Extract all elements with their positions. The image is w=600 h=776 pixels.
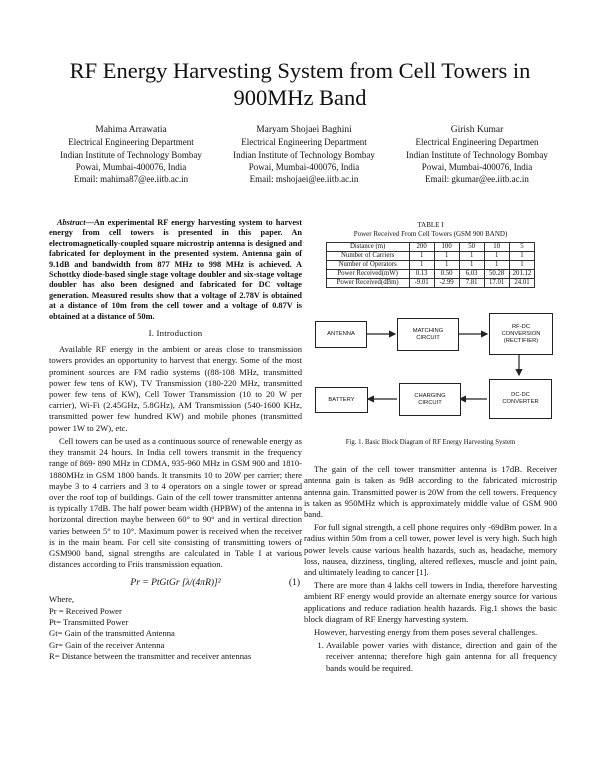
definitions-list bbox=[49, 594, 302, 662]
table-cell: 5 bbox=[509, 243, 535, 252]
abstract bbox=[49, 218, 302, 322]
table-label: TABLE I bbox=[417, 221, 444, 229]
table-cell: 1 bbox=[434, 261, 459, 270]
block-label: CONVERSION bbox=[501, 330, 541, 337]
block-label: CIRCUIT bbox=[418, 399, 442, 406]
charging-circuit-block bbox=[399, 383, 461, 416]
row-header: Power Received(mW) bbox=[326, 270, 409, 279]
table-cell: 201.12 bbox=[509, 270, 535, 279]
table-cell: 1 bbox=[509, 252, 535, 261]
table-row bbox=[326, 279, 535, 288]
definition: Pt= Transmitted Power bbox=[49, 616, 129, 627]
abstract-label: Abstract bbox=[57, 218, 86, 227]
table-cell: 1 bbox=[459, 252, 484, 261]
table-row bbox=[326, 243, 535, 252]
table-cell: 10 bbox=[484, 243, 509, 252]
row-header: Distance (m) bbox=[326, 243, 409, 252]
author-email: Email: mahima87@ee.iitb.ac.in bbox=[73, 174, 189, 185]
author-inst: Indian Institute of Technology Bombay bbox=[233, 149, 375, 160]
table-cell: 1 bbox=[484, 261, 509, 270]
figure-caption: Fig. 1. Basic Block Diagram of RF Energy Harvesting System bbox=[345, 439, 516, 446]
paragraph: However, harvesting energy from them poses several challenges. bbox=[314, 627, 538, 638]
paragraph: Cell towers can be used as a continuous source of renewable energy as they transmit 24 hours. In India cell towers transmit in the frequency range of 869- 890 MHz in CDMA, 935-960 MHz in GSM 900 and 1810-1880MHz in GSM 1800 bands. It transmits 10 to 20W per carrier; there maybe 3 to 4 carriers and 3 to 4 operators on a single tower or spread over the roof top of buildings. Gain of the cell tower transmitter antenna is typically 17dB. The half power beam width (HPBW) of the antenna in horizontal direction maybe between 60° to 90° and in vertical direction varies between 5° to 10°. Maximum power is received when the receiver is in the main beam. For cell site consisting of transmitting towers of GSM900 band, signal strengths are calculated in Table I at various distances according to Friis transmission equation. bbox=[49, 435, 302, 570]
table-cell: 17.01 bbox=[484, 279, 509, 288]
table-row bbox=[326, 270, 535, 279]
abstract-text: —An experimental RF energy harvesting system to harvest energy from cell towers is presented in this paper. An electromagnetically-coupled square microstrip antenna is designed and fabricated for deployment in the presented system. Antenna gain of 9.1dB and bandwidth from 877 MHz to 998 MHz is achieved. A Schottky diode-based single stage voltage doubler and six-stage voltage doubler has also been designed and fabricated for DC voltage generation. Measured results show that a voltage of 2.78V is obtained at a distance of 10m from the cell tower and a voltage of 0.87V is obtained at a distance of 50m. bbox=[49, 218, 302, 321]
author-addr: Powai, Mumbai-400076, India bbox=[75, 161, 187, 172]
table-cell: 1 bbox=[484, 252, 509, 261]
table-row bbox=[326, 252, 535, 261]
table-cell: 24.01 bbox=[509, 279, 535, 288]
block-label: MATCHING bbox=[412, 327, 444, 334]
table-cell: 1 bbox=[434, 252, 459, 261]
battery-block bbox=[315, 387, 368, 413]
author-inst: Indian Institute of Technology Bombay bbox=[60, 149, 202, 160]
paper-title: RF Energy Harvesting System from Cell Towers in 900MHz Band bbox=[69, 58, 531, 110]
table-cell: -9.01 bbox=[409, 279, 434, 288]
block-diagram bbox=[304, 296, 557, 431]
row-header: Power Received(dBm) bbox=[326, 279, 409, 288]
power-table bbox=[326, 242, 536, 288]
table-cell: 50 bbox=[459, 243, 484, 252]
author-name: Maryam Shojaei Baghini bbox=[256, 125, 352, 135]
table-cell: 1 bbox=[409, 261, 434, 270]
definition: Pr = Received Power bbox=[49, 605, 122, 616]
block-label: CIRCUIT bbox=[416, 334, 440, 341]
table-cell: -2.99 bbox=[434, 279, 459, 288]
right-column bbox=[304, 221, 557, 674]
where-label: Where, bbox=[49, 594, 75, 605]
table-cell: 100 bbox=[434, 243, 459, 252]
author-addr: Powai, Mumbai-400076, India bbox=[248, 161, 360, 172]
table-cell: 50.28 bbox=[484, 270, 509, 279]
paragraph: Available RF energy in the ambient or areas close to transmission towers provides an opportunity to harvest that energy. Some of the most prominent sources are FM radio systems ((88-108 MHz, transmitted power few tens of KW), TV Transmission (180-220 MHz, transmitted power few tens of KW), Cell Tower Transmission (10 to 20 W per carrier), Wi-Fi (2.45GHz, 5.8GHz), AM Transmission (540-1600 KHz, transmitted power few hundred KW) and mobile phones (transmitted power 1W to 2W), etc. bbox=[49, 344, 302, 433]
table-cell: 1 bbox=[459, 261, 484, 270]
dc-dc-converter-block bbox=[489, 379, 552, 419]
author-name: Girish Kumar bbox=[450, 125, 504, 135]
table-caption: Power Received From Cell Towers (GSM 900 BAND) bbox=[353, 230, 508, 238]
author-email: Email: gkumar@ee.iitb.ac.in bbox=[425, 174, 529, 185]
row-header: Number of Operators bbox=[326, 261, 409, 270]
equation-text: Pr = PtGtGr [λ/(4πR)]² bbox=[130, 578, 221, 589]
table-row bbox=[326, 261, 535, 270]
author-addr: Powai, Mumbai-400076, India bbox=[421, 161, 533, 172]
definition: R= Distance between the transmitter and receiver antennas bbox=[49, 650, 252, 661]
author-name: Mahima Arrawatia bbox=[95, 125, 167, 135]
table-cell: 0.50 bbox=[434, 270, 459, 279]
table-cell: 7.81 bbox=[459, 279, 484, 288]
author-1 bbox=[44, 124, 218, 185]
table-cell: 1 bbox=[509, 261, 535, 270]
block-label: RF-DC bbox=[511, 323, 531, 330]
row-header: Number of Carriers bbox=[326, 252, 409, 261]
author-email: Email: mshojaei@ee.iitb.ac.in bbox=[249, 174, 359, 185]
list-item: 1. Available power varies with distance, direction and gain of the receiver antenna; therefore high gain antenna for all frequency bands would be required. bbox=[326, 640, 557, 674]
equation-number: (1) bbox=[288, 578, 300, 589]
rf-dc-conversion-block bbox=[489, 313, 553, 355]
block-label: DC-DC bbox=[511, 392, 530, 398]
block-label: ANTENNA bbox=[327, 331, 355, 337]
paragraph: There are more than 4 lakhs cell towers in India, therefore harvesting ambient RF energy would provide an alternate energy source for various applications and reduce radiation health hazards. Fig.1 shows the basic block diagram of RF Energy harvesting system. bbox=[304, 580, 557, 624]
matching-circuit-block bbox=[397, 318, 459, 351]
author-inst: Indian Institute of Technology Bombay bbox=[406, 149, 548, 160]
table-cell: 6.03 bbox=[459, 270, 484, 279]
definition: Gt= Gain of the transmitted Antenna bbox=[49, 628, 175, 639]
author-dept: Electrical Engineering Departmen bbox=[415, 137, 539, 148]
author-3 bbox=[390, 124, 564, 185]
author-dept: Electrical Engineering Department bbox=[68, 137, 194, 148]
block-label: CONVERTER bbox=[502, 399, 539, 405]
paragraph: For full signal strength, a cell phone requires only -69dBm power. In a radius within 50m from a cell tower, power level is very high. Such high power levels cause various health hazards, such as, headache, memory loss, nausea, dizziness, tingling, altered reflexes, muscle and joint pain, and ultimately leading to cancer [1]. bbox=[304, 522, 557, 578]
table-cell: 1 bbox=[409, 252, 434, 261]
block-label: BATTERY bbox=[328, 396, 355, 403]
paragraph: The gain of the cell tower transmitter antenna is 17dB. Receiver antenna gain is taken as 9dB according to the fabricated microstrip antenna gain. Transmitted power is 20W from the cell towers. Frequency is taken as 950MHz which is approximately middle value of GSM 900 band. bbox=[304, 464, 557, 520]
friis-equation bbox=[49, 572, 302, 594]
antenna-block bbox=[315, 321, 367, 348]
section-heading-introduction: I. Introduction bbox=[148, 328, 203, 339]
left-column bbox=[49, 218, 302, 662]
block-label: (RECTIFIER) bbox=[503, 337, 539, 344]
block-label: CHARGING bbox=[414, 392, 446, 399]
author-2 bbox=[217, 124, 391, 185]
table-cell: 0.13 bbox=[409, 270, 434, 279]
author-dept: Electrical Engineering Department bbox=[241, 137, 367, 148]
definition: Gr= Gain of the receiver Antenna bbox=[49, 639, 165, 650]
table-cell: 200 bbox=[409, 243, 434, 252]
challenges-list bbox=[304, 640, 557, 674]
